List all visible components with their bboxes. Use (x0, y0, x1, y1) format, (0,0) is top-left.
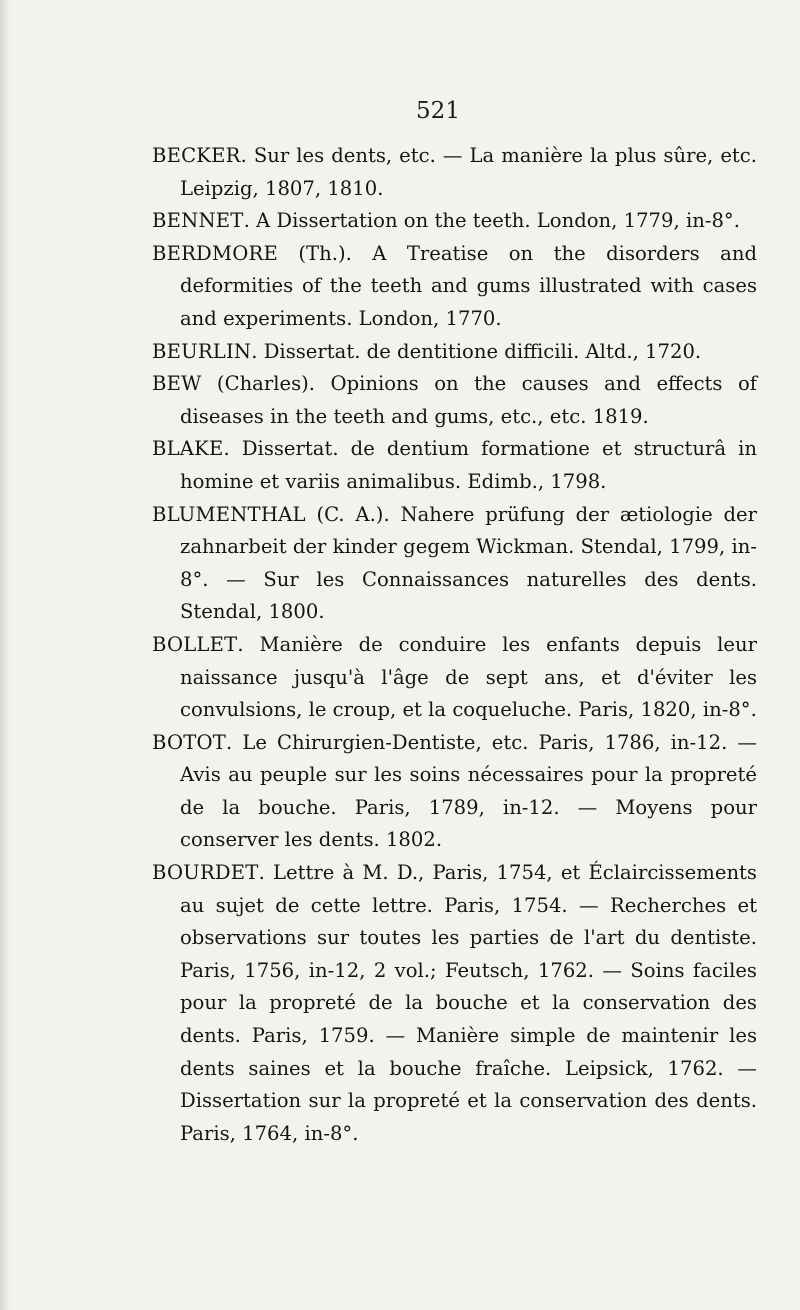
bibliography-entry (152, 238, 757, 336)
entry-text: . A Dissertation on the teeth. London, 1779, in-8°. (243, 209, 740, 233)
author-name: BERDMORE (152, 241, 278, 265)
bibliography-entry (152, 140, 757, 205)
author-name: BLAKE (152, 437, 224, 461)
bibliography-entry (152, 629, 757, 727)
author-name: BECKER (152, 144, 241, 167)
bibliography-list (152, 140, 757, 1150)
bibliography-entry (152, 433, 757, 498)
entry-text: . Le Chirurgien-Dentiste, etc. Paris, 1786, in-12. — Avis au peuple sur les soins nécessaires pour la propreté de la bouche. Paris, 1789, in-12. — Moyens pour conserver les dents. 1802. (180, 730, 757, 852)
entry-text: (Th.). A Treatise on the disorders and deformities of the teeth and gums illustrated with cases and experiments. London, 1770. (180, 241, 757, 330)
page-edge (0, 0, 10, 1310)
entry-text: (Charles). Opinions on the causes and effects of diseases in the teeth and gums, etc., etc. 1819. (180, 372, 757, 428)
author-name: BLUMENTHAL (152, 502, 306, 526)
entry-text: . Manière de conduire les enfants depuis leur naissance jusqu'à l'âge de sept ans, et d'éviter les convulsions, le croup, et la coqueluche. Paris, 1820, in-8°. (180, 632, 757, 722)
author-name: BOTOT (152, 730, 227, 754)
bibliography-entry (152, 499, 757, 629)
entry-text: . Dissertat. de dentium formatione et structurâ in homine et variis animalibus. Edimb., 1798. (180, 437, 757, 493)
page-number: 521 (416, 98, 460, 124)
author-name: BOLLET (152, 632, 238, 656)
bibliography-entry (152, 336, 757, 369)
author-name: BEURLIN (152, 339, 252, 363)
bibliography-entry (152, 368, 757, 433)
entry-text: (C. A.). Nahere prüfung der ætiologie der zahnarbeit der kinder gegem Wickman. Stendal, 1799, in-8°. — Sur les Connaissances naturelles des dents. Stendal, 1800. (180, 502, 757, 624)
entry-text: . Sur les dents, etc. — La manière la plus sûre, etc. Leipzig, 1807, 1810. (180, 144, 757, 200)
bibliography-entry (152, 205, 757, 238)
entry-text: . Lettre à M. D., Paris, 1754, et Éclaircissements au sujet de cette lettre. Paris, 1754. — Recherches et observations sur toutes les parties de l'art du dentiste. Paris, 1756, in-12, 2 vol.; Feutsch, 1762. — Soins faciles pour la propreté de la bouche et la conservation des dents. Paris, 1759. — Manière simple de maintenir les dents saines et la bouche fraîche. Leipsick, 1762. — Dissertation sur la propreté et la conservation des dents. Paris, 1764, in-8°. (180, 861, 757, 1145)
bibliography-entry (152, 857, 757, 1150)
author-name: BEW (152, 372, 202, 396)
bibliography-entry (152, 727, 757, 857)
author-name: BOURDET (152, 861, 259, 885)
author-name: BENNET (152, 209, 244, 233)
entry-text: . Dissertat. de dentitione difficili. Altd., 1720. (251, 339, 702, 363)
